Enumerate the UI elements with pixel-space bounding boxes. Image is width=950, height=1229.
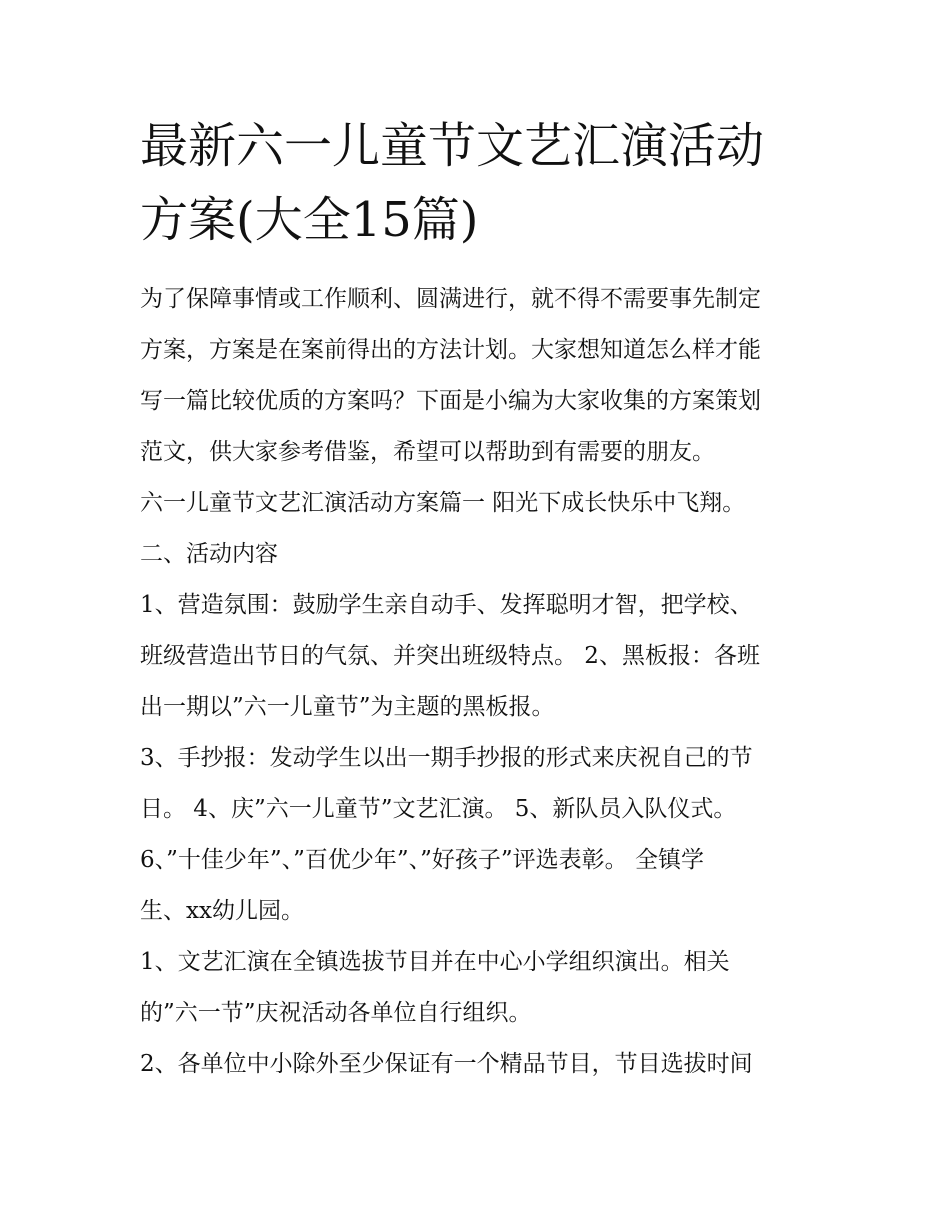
paragraph-line: 1、营造氛围：鼓励学生亲自动手、发挥聪明才智，把学校、	[140, 592, 753, 618]
paragraph-line: 写一篇比较优质的方案吗？下面是小编为大家收集的方案策划	[140, 388, 761, 414]
paragraph-line: 出一期以”六一儿童节”为主题的黑板报。	[140, 694, 555, 720]
paragraph-line: 6、”十佳少年”、”百优少年”、”好孩子”评选表彰。 全镇学	[140, 847, 704, 873]
paragraph-line: 3、手抄报：发动学生以出一期手抄报的形式来庆祝自己的节	[140, 745, 753, 771]
paragraph-line: 1、文艺汇演在全镇选拔节目并在中心小学组织演出。相关	[140, 949, 730, 975]
paragraph-line: 为了保障事情或工作顺利、圆满进行，就不得不需要事先制定	[140, 286, 761, 312]
document-title-line-1: 最新六一儿童节文艺汇演活动	[140, 118, 765, 174]
document-title-line-2: 方案(大全15篇)	[140, 192, 479, 248]
paragraph-line: 六一儿童节文艺汇演活动方案篇一 阳光下成长快乐中飞翔。	[140, 490, 746, 516]
paragraph-line: 范文，供大家参考借鉴，希望可以帮助到有需要的朋友。	[140, 439, 715, 465]
paragraph-line: 的”六一节”庆祝活动各单位自行组织。	[140, 1000, 532, 1026]
paragraph-line: 方案，方案是在案前得出的方法计划。大家想知道怎么样才能	[140, 337, 761, 363]
paragraph-line: 班级营造出节日的气氛、并突出班级特点。 2、黑板报：各班	[140, 643, 760, 669]
section-heading: 二、活动内容	[140, 541, 278, 567]
paragraph-line: 2、各单位中小除外至少保证有一个精品节目，节目选拔时间	[140, 1051, 753, 1077]
paragraph-line: 日。 4、庆”六一儿童节”文艺汇演。 5、新队员入队仪式。	[140, 796, 737, 822]
paragraph-line: 生、xx幼儿园。	[140, 898, 304, 924]
